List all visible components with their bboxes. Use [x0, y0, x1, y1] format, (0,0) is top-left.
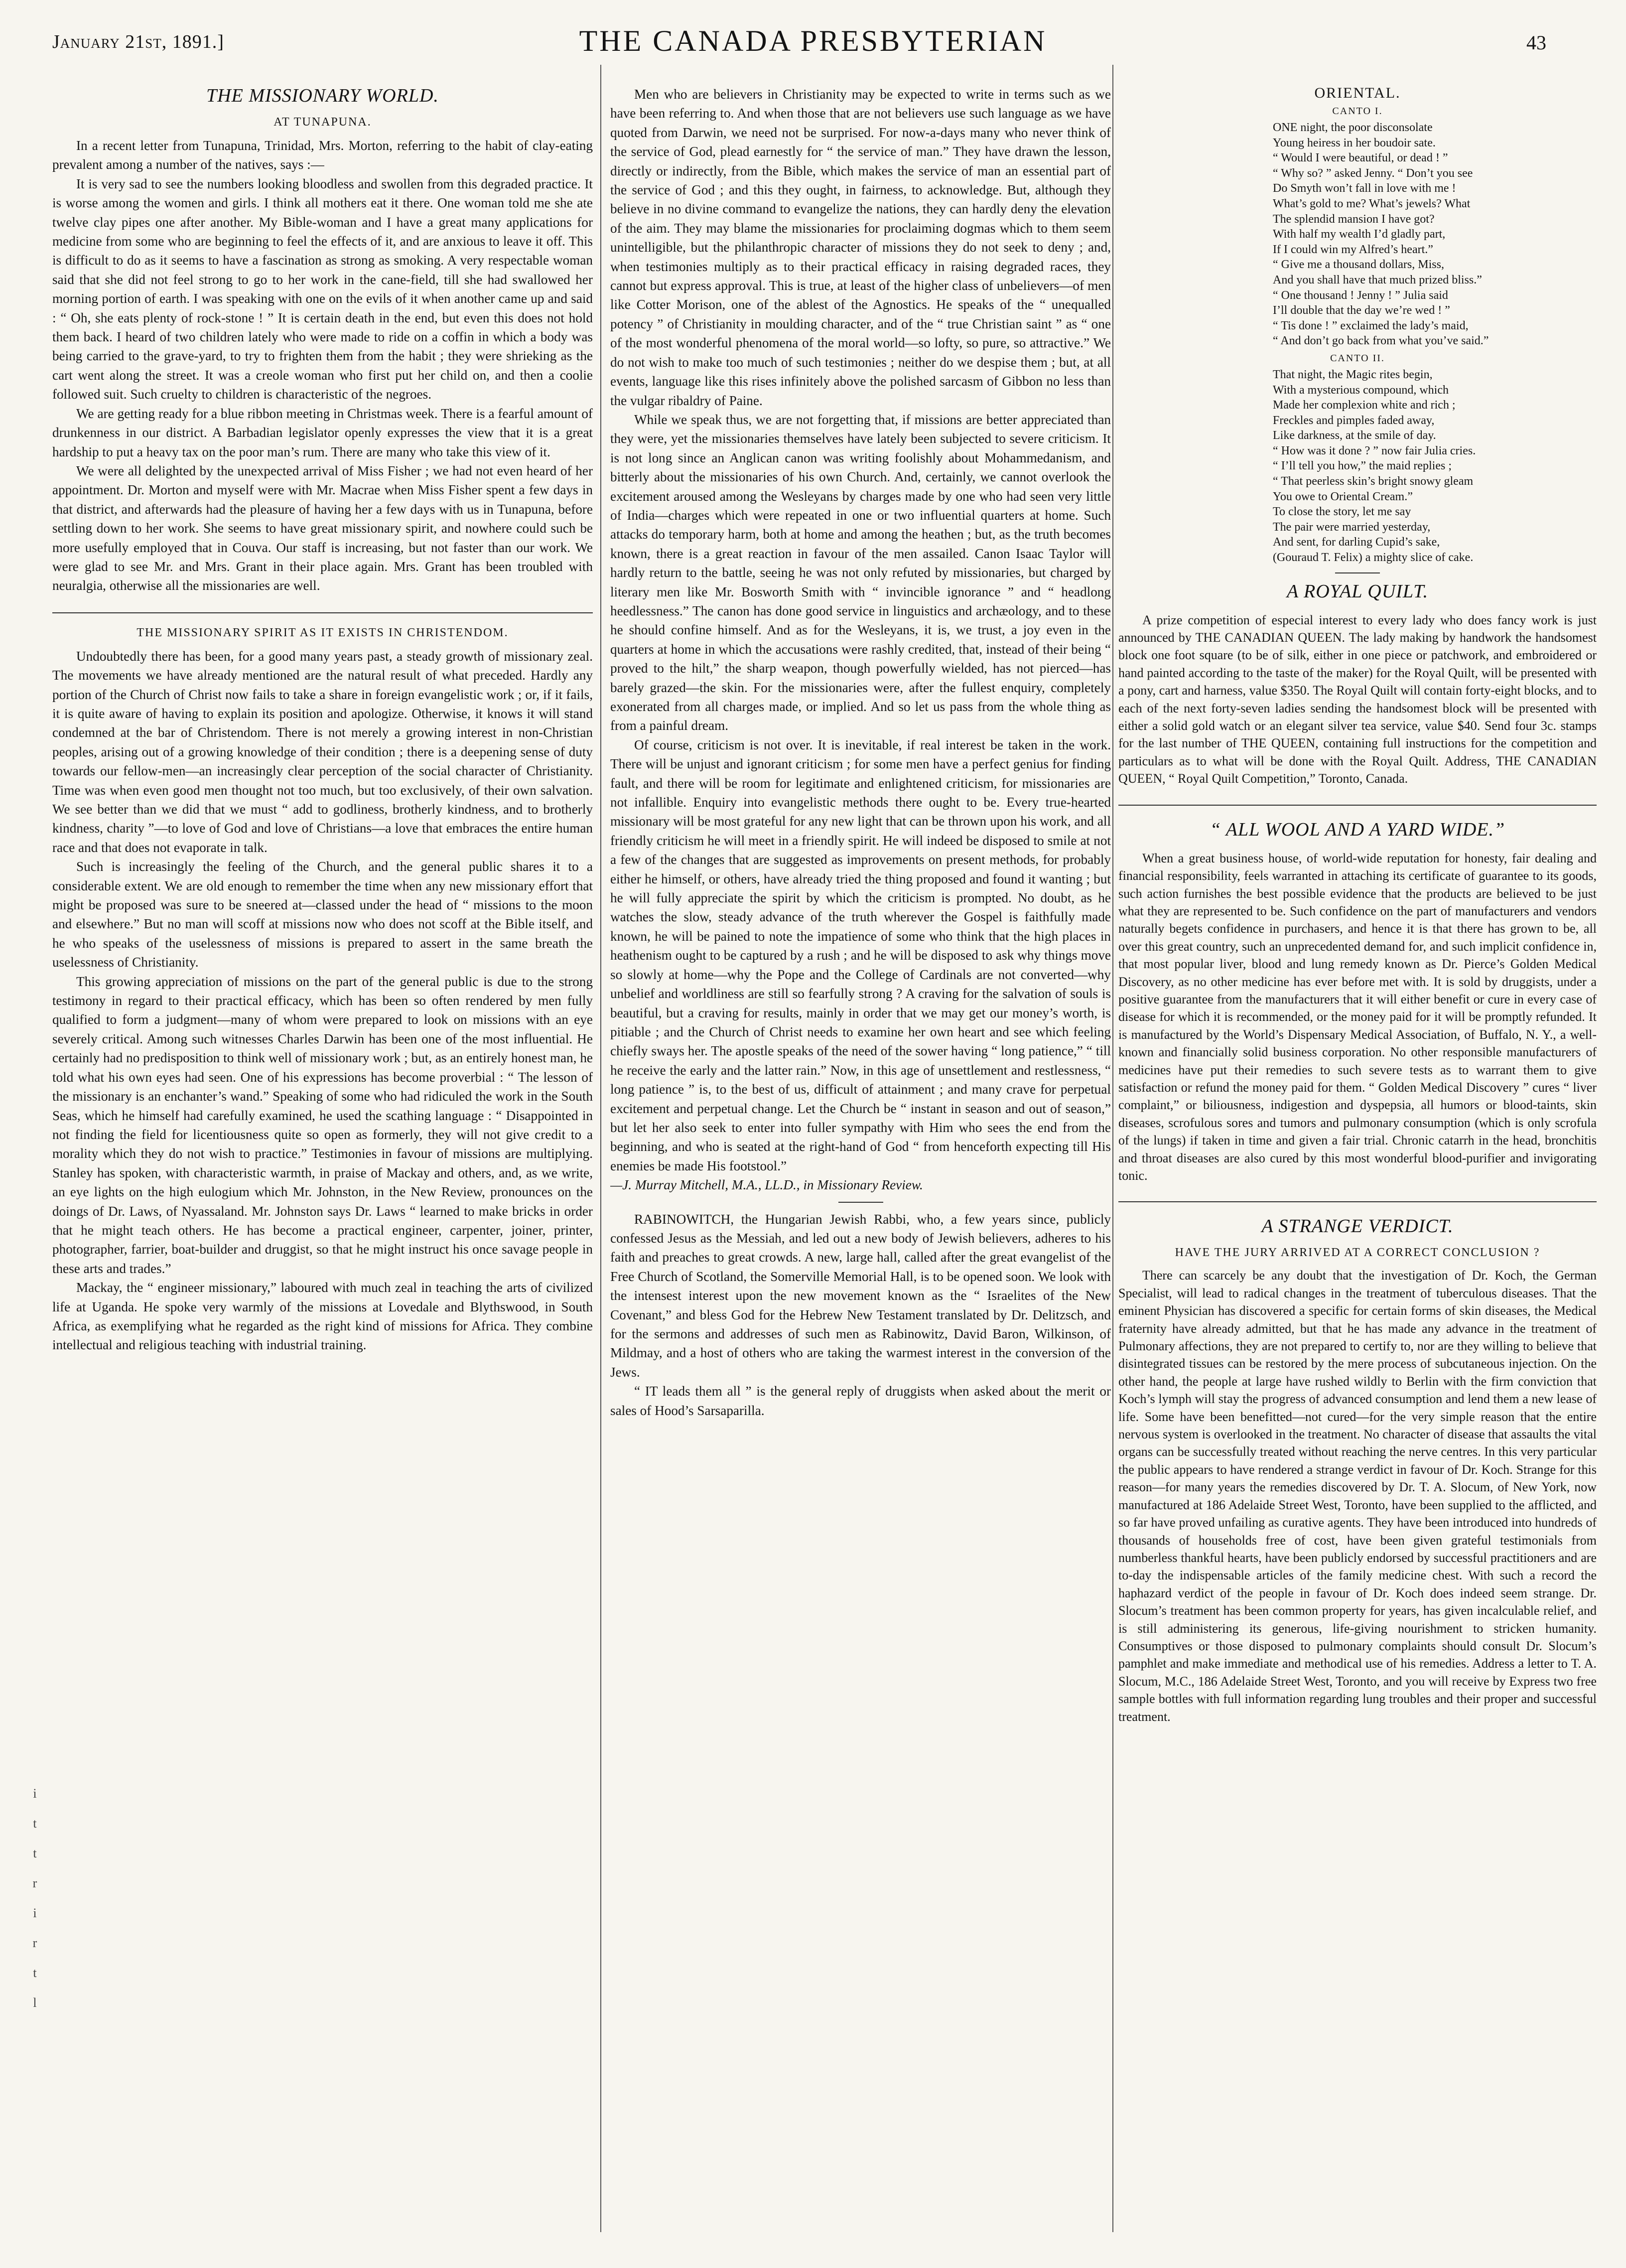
article-tunapuna	[52, 136, 593, 595]
poem-line: “ Would I were beautiful, or dead ! ”	[1273, 151, 1448, 165]
title-strange-verdict: A STRANGE VERDICT.	[1261, 1216, 1454, 1237]
poem-line: (Gouraud T. Felix) a mighty slice of cake.	[1273, 551, 1474, 565]
poem-line: Do Smyth won’t fall in love with me !	[1273, 182, 1456, 195]
subtitle-missionary-spirit: THE MISSIONARY SPIRIT AS IT EXISTS IN CHRISTENDOM.	[136, 626, 509, 639]
poem-line: “ Why so? ” asked Jenny. “ Don’t you see	[1273, 166, 1473, 180]
column-3	[1118, 85, 1597, 2242]
divider	[1118, 805, 1597, 806]
poem-line: “ And don’t go back from what you’ve said.”	[1273, 334, 1489, 348]
poem-line: That night, the Magic rites begin,	[1273, 368, 1433, 381]
poem-line: I’ll double that the day we’re wed ! ”	[1273, 304, 1450, 317]
poem-line: “ How was it done ? ” now fair Julia cries.	[1273, 444, 1476, 457]
poem-line: With half my wealth I’d gladly part,	[1273, 228, 1446, 241]
paragraph: It is very sad to see the numbers looking bloodless and swollen from this degraded practice. It is worse among the women and girls. I think all mothers eat it there. One woman told me she ate twelve clay pipes one after another. My Bible-woman and I have a great many applications for medicine from some who are beginning to feel the effects of it, and are anxious to leave it off. This is difficult to do as it seems to have a fascination as strong as smoking. A very respectable woman said that she did not feel strong to go to her work in the cane-field, till she had swallowed her morning portion of earth. I was speaking with one on the evils of it when another came up and said : “ Oh, she eats plenty of rock-stone ! ” It is certain death in the end, but even this does not hold them back. I heard of two children lately who were made to ride on a coffin in which a body was being carried to the grave-yard, to try to frighten them from the habit ; they were shrieking as the cart went along the street. It was a creole woman who first put her child on, and then a coolie followed suit. Such cruelty to children is characteristic of the negroes.	[52, 176, 593, 402]
poem-line: You owe to Oriental Cream.”	[1273, 490, 1413, 503]
article-continued	[610, 85, 1111, 1175]
poem-line: “ I’ll tell you how,” the maid replies ;	[1273, 459, 1452, 473]
column-rule-2	[1112, 65, 1113, 2232]
canto-1-heading: CANTO I.	[1332, 106, 1383, 117]
paragraph: While we speak thus, we are not forgetting that, if missions are better appreciated than they were, yet the missionaries themselves have lately been subjected to severe criticism. It is not long since an Anglican canon was writing foolishly about Mohammedanism, and bitterly about the missionaries of his own Church. And, certainly, we cannot overlook the excitement aroused among the Wesleyans by charges made by one who had seen very little of India—charges which were repeated in one or two influential quarters at home. Such attacks do temporary harm, both at home and among the heathen ; but, as the truth becomes known, there is a great reaction in favour of the men assailed. Canon Isaac Taylor will hardly return to the battle, seeing he was not only refuted by missionaries, but charged by literary men like Mr. Bosworth Smith with “ invincible ignorance ” and “ headlong heedlessness.” The canon has done good service in linguistics and archæology, and to these he should confine himself. And as for the Wesleyans, it is, we trust, a joy even in the quarters at home in which the accusations were rashly credited, that, instead of their being “ proved to the hilt,” the sharp weapon, though powerfully wielded, has not pierced—has barely grazed—the skin. For the missionaries were, after the fullest enquiry, completely exonerated from all charges made, or implied. And so let us pass from the whole thing as from a painful dream.	[610, 412, 1111, 733]
poem-line: The pair were married yesterday,	[1273, 520, 1431, 534]
margin-mark: t	[33, 1846, 37, 1860]
poem-line: “ Tis done ! ” exclaimed the lady’s maid,	[1273, 319, 1469, 332]
poem-line: And you shall have that much prized bliss.”	[1273, 273, 1482, 286]
poem-line: What’s gold to me? What’s jewels? What	[1273, 197, 1471, 210]
poem-canto-2	[1273, 367, 1597, 566]
paragraph: Of course, criticism is not over. It is inevitable, if real interest be taken in the work. There will be unjust and ignorant criticism ; for some men have a perfect genius for finding fault, and there will be room for legitimate and enlightened criticism, for missionaries are not infallible. Enquiry into evangelistic methods there ought to be. Every true-hearted missionary will be most grateful for any new light that can be thrown upon his work, and all friendly criticism he will meet in a friendly spirit. He will indeed be disposed to smile at not a few of the changes that are suggested as improvements on present methods, for probably either he himself, or others, have already tried the thing proposed and found it wanting ; but he will fully appreciate the spirit by which the criticism is prompted. No doubt, as he watches the slow, steady advance of the truth wherever the Gospel is faithfully made known, he will be pained to note the impatience of some who think that the high places in heathenism ought to be captured by a rush ; and he will be disposed to ask why things move so slowly at home—why the Pope and the College of Cardinals are not converted—why unbelief and worldliness are still so fearfully strong ? A craving for the salvation of souls is beautiful, but a craving for results, mainly in order that we may get our money’s worth, is pitiable ; and the Church of Christ needs to examine her own heart and see which feeling chiefly sways her. The apostle speaks of the need of the sower having “ long patience,” “ till he receive the early and the latter rain.” Now, in this age of unsettlement and restlessness, “ long patience ” is, to the best of us, difficult of attainment ; and many crave for perpetual excitement and perpetual change. Let the Church be “ instant in season and out of season,” but let her also seek to enter into fuller sympathy with Him who sees the end from the beginning, and who is seated at the right-hand of God “ from henceforth expecting till His enemies be made His footstool.”	[610, 737, 1111, 1173]
issue-date: January 21st, 1891.]	[52, 31, 224, 52]
news-items	[610, 1210, 1111, 1420]
poem-line: ONE night, the poor disconsolate	[1273, 121, 1433, 134]
divider	[52, 612, 593, 613]
divider	[838, 1202, 883, 1203]
subtitle-strange-verdict: HAVE THE JURY ARRIVED AT A CORRECT CONCLUSION ?	[1175, 1246, 1540, 1260]
poem-title: ORIENTAL.	[1314, 85, 1401, 101]
poem-line: “ That peerless skin’s bright snowy gleam	[1273, 475, 1474, 488]
paragraph: Mackay, the “ engineer missionary,” laboured with much zeal in teaching the arts of civilized life at Uganda. He spoke very warmly of the missions at Lovedale and Blythswood, in South Africa, as exemplifying what he regarded as the right kind of missions for Africa. They combine intellectual and religious teaching with industrial training.	[52, 1280, 593, 1353]
article-strange-verdict: There can scarcely be any doubt that the investigation of Dr. Koch, the German Specialist, will lead to radical changes in the treatment of tuberculous diseases. That the eminent Physician has discovered a specific for certain forms of skin diseases, the Medical fraternity have already admitted, but that he has made any advance in the treatment of Pulmonary affections, they are not prepared to certify to, nor are they willing to believe that disintegrated tissues can be restored by the mere process of subcutaneous injection. On the other hand, the people at large have rushed wildly to Berlin with the firm conviction that Koch’s lymph will stay the progress of advanced consumption and lend them a new lease of life. Some have been benefitted—not cured—for the very simple reason that the entire nervous system is overlooked in the treatment. No character of disease that assaults the vital organs can be successfully treated without reaching the nerve centres. In this very particular the public appears to have rendered a strange verdict in favour of Dr. Koch. Strange for this reason—for many years the remedies discovered by Dr. T. A. Slocum, of New York, now manufactured at 186 Adelaide Street West, Toronto, have been supplied to the afflicted, and so far have proved unfailing as curative agents. They have been introduced into hundreds of thousands of households free of cost, have been given grateful testimonials from numberless thankful hearts, have been publicly endorsed by successful practitioners and are to-day the indispensable articles of the family medicine chest. With such a record the haphazard verdict of the people in favour of Dr. Koch does indeed seem strange. Dr. Slocum’s treatment has been common property for years, has given incalculable relief, and is still administering its generous, life-giving nourishment to stricken humanity. Consumptives or those disposed to pulmonary complaints should consult Dr. Slocum’s pamphlet and make immediate and methodical use of his remedies. Address a letter to T. A. Slocum, M.C., 186 Adelaide Street West, Toronto, and you will receive by Express two free sample bottles with full information regarding lung troubles and their proper and successful treatment.	[1118, 1268, 1597, 1724]
margin-mark: t	[33, 1966, 37, 1980]
article-royal-quilt: A prize competition of especial interest to every lady who does fancy work is just announced by THE CANADIAN QUEEN. The lady making by handwork the handsomest block one foot square (to be of silk, either in one piece or patchwork, and embroidered or hand painted according to the taste of the maker) for the Royal Quilt, will be presented with a pony, cart and harness, value $350. The Royal Quilt will contain forty-eight blocks, and to each of the next forty-seven ladies sending the handsomest block will be presented with either a solid gold watch or an elegant silver tea service, value $40. Send four 3c. stamps for the last number of THE QUEEN, containing full instructions for the competition and particulars as to what will be done with the Royal Quilt. Address, THE CANADIAN QUEEN, “ Royal Quilt Competition,” Toronto, Canada.	[1118, 612, 1597, 786]
poem-line: Young heiress in her boudoir sate.	[1273, 136, 1436, 149]
margin-mark: i	[33, 1786, 37, 1801]
column-2	[610, 85, 1111, 2242]
section-title-missionary-world: THE MISSIONARY WORLD.	[206, 85, 439, 106]
margin-marks	[27, 1779, 42, 2018]
canto-2-heading: CANTO II.	[1330, 352, 1385, 364]
title-all-wool: “ ALL WOOL AND A YARD WIDE.”	[1210, 819, 1505, 840]
poem-line: Made her complexion white and rich ;	[1273, 399, 1456, 412]
paragraph: “ IT leads them all ” is the general reply of druggists when asked about the merit or sales of Hood’s Sarsaparilla.	[610, 1384, 1111, 1418]
page-number: 43	[1526, 31, 1546, 54]
masthead-title: THE CANADA PRESBYTERIAN	[579, 24, 1047, 57]
poem-line: If I could win my Alfred’s heart.”	[1273, 243, 1433, 256]
poem-line: “ One thousand ! Jenny ! ” Julia said	[1273, 288, 1448, 302]
margin-mark: l	[33, 1995, 37, 2010]
poem-line: “ Give me a thousand dollars, Miss,	[1273, 258, 1444, 272]
poem-line: The splendid mansion I have got?	[1273, 212, 1435, 226]
paragraph: We are getting ready for a blue ribbon meeting in Christmas week. There is a fearful amount of drunkenness in our district. A Barbadian legislator openly expresses the view that it is a great hardship to put a heavy tax on the poor man’s rum. There are many who take this view of it.	[52, 406, 593, 459]
paragraph: Undoubtedly there has been, for a good many years past, a steady growth of missionary zeal. The movements we have already mentioned are the natural result of what preceded. Hardly any portion of the Church of Christ now fails to take a share in foreign evangelistic work ; or, if it fails, it is quite aware of having to explain its position and apologize. Otherwise, it knows it will stand condemned at the bar of Christendom. There is not merely a growing interest in non-Christian peoples, arising out of a growing knowledge of their condition ; there is a deepening sense of duty towards our fellow-men—an increasingly clear perception of the social character of Christianity. Time was when even good men thought not too much, but too exclusively, of their own salvation. We see better than we did that we must “ add to godliness, brotherly kindness, and to brotherly kindness, charity ”—to love of God and love of Christians—a love that embraces the entire human race and that does not evaporate in talk.	[52, 648, 593, 855]
margin-mark: r	[32, 1936, 37, 1950]
divider	[1335, 572, 1380, 573]
paragraph: This growing appreciation of missions on the part of the general public is due to the strong testimony in regard to their practical efficacy, which has been so often rendered by men fully qualified to form a judgment—many of whom were prepared to look on missions with an eye severely critical. Among such witnesses Charles Darwin has been one of the most influential. He certainly had no predisposition to think well of missionary work ; but, as an entirely honest man, he told what his own eyes had seen. One of his expressions has become proverbial : “ The lesson of the missionary is an enchanter’s wand.” Speaking of some who had ridiculed the work in the South Seas, which he himself had carefully examined, he used the scathing language : “ Disappointed in not finding the field for licentiousness quite so open as formerly, they will not give credit to a morality which they do not wish to practice.” Testimonies in favour of missions are multiplying. Stanley has spoken, with characteristic warmth, in praise of Mackay and others, and, as we write, an eye lights on the high eulogium which Mr. Johnston, in the New Review, pronounces on the doings of Dr. Laws, of Nyassaland. Mr. Johnston says Dr. Laws “ learned to make bricks in order that he might teach others. He has become a practical engineer, carpenter, joiner, printer, photographer, farrier, boat-builder and druggist, so that he might instruct his once savage people in these arts and trades.”	[52, 974, 593, 1276]
poem-line: To close the story, let me say	[1273, 505, 1411, 519]
margin-mark: r	[32, 1876, 37, 1890]
article-all-wool: When a great business house, of world-wide reputation for honesty, fair dealing and financial responsibility, feels warranted in attaching its certificate of guarantee to its goods, such action furnishes the best possible evidence that the products are believed to be just what they are represented to be. Such confidence on the part of manufacturers and vendors naturally begets confidence in purchasers, and hence it is that there has grown to be, all over this great country, such an unprecedented demand for, and such implicit confidence in, that most popular liver, blood and lung remedy known as Dr. Pierce’s Golden Medical Discovery, as no other medicine has ever before met with. It is sold by druggists, under a positive guarantee from the manufacturers that it will either benefit or cure in every case of disease for which it is recommended, or the money paid for it will be promptly refunded. It is manufactured by the World’s Dispensary Medical Association, of Buffalo, N. Y., a well-known and financially solid business corporation. No other responsible manufacturers of medicines have put their remedies to such severe tests as to warrant them to give satisfaction or refund the money paid for them. “ Golden Medical Discovery ” cures “ liver complaint,” or biliousness, indigestion and dyspepsia, all humors or blood-taints, skin diseases, scrofulous sores and tumors and pulmonary consumption (which is only scrofula of the lungs) if taken in time and given a fair trial. Chronic catarrh in the head, bronchitis and throat diseases are also cured by this most wonderful blood-purifier and invigorating tonic.	[1118, 850, 1597, 1183]
column-1	[52, 85, 593, 2242]
divider	[1118, 1201, 1597, 1202]
article-byline: —J. Murray Mitchell, M.A., LL.D., in Missionary Review.	[610, 1177, 923, 1193]
poem-line: Like darkness, at the smile of day.	[1273, 429, 1436, 442]
article-missionary-spirit	[52, 647, 593, 1355]
paragraph: In a recent letter from Tunapuna, Trinidad, Mrs. Morton, referring to the habit of clay-eating prevalent among a number of the natives, says :—	[52, 138, 593, 172]
paragraph: Men who are believers in Christianity may be expected to write in terms such as we have been referring to. And when those that are not believers use such language as we have quoted from Darwin, we need not be surprised. For now-a-days many who never think of the service of God, plead earnestly for “ the service of man.” They have drawn the lesson, directly or indirectly, from the Bible, which makes the service of man an essential part of the service of God ; and this they ought, in fairness, to acknowledge. But, although they believe in no divine command to evangelize the nations, they can hardly deny the elevation of the aim. They may blame the missionaries for proclaiming dogmas which to them seem unintelligible, but the philanthropic character of missions they do not seek to deny ; and, when testimonies multiply as to their practical efficacy in raising degraded races, they cannot but express approval. This is true, at least of the higher class of unbelievers—of men like Cotter Morison, one of the ablest of the Agnostics. He speaks of the “ unequalled potency ” of Christianity in moulding character, and of the “ true Christian saint ” as “ one of the most wonderful phenomena of the moral world—so lofty, so pure, so attractive.” We do not wish to make too much of such testimonies ; neither do we despise them ; but, at all events, language like this rises infinitely above the polished sarcasm of Gibbon no less than the vulgar ribaldry of Paine.	[610, 87, 1111, 408]
margin-mark: i	[33, 1906, 37, 1920]
paragraph: RABINOWITCH, the Hungarian Jewish Rabbi, who, a few years since, publicly confessed Jesus as the Messiah, and led out a new body of Jewish believers, adheres to his faith and preaches to great crowds. A new, large hall, called after the great evangelist of the Free Church of Scotland, the Somerville Memorial Hall, is to be opened soon. We look with the intensest interest upon the new movement known as the “ Israelites of the New Covenant,” and bless God for the Hebrew New Testament translated by Dr. Delitzsch, and for the sermons and addresses of such men as Rabinowitz, David Baron, Wilkinson, of Mildmay, and a host of others who are taking the warmest interest in the conversion of the Jews.	[610, 1211, 1111, 1380]
poem-line: And sent, for darling Cupid’s sake,	[1273, 536, 1440, 549]
poem-line: With a mysterious compound, which	[1273, 383, 1449, 397]
poem-line: Freckles and pimples faded away,	[1273, 414, 1435, 427]
paragraph: We were all delighted by the unexpected arrival of Miss Fisher ; we had not even heard of her appointment. Dr. Morton and myself were with Mr. Macrae when Miss Fisher spent a few days in that district, and afterwards had the pleasure of having her a few days with us in Tunapuna, before settling down to her work. She seems to have great missionary spirit, and nowhere could such be more usefully employed that in Couva. Our staff is increasing, but not faster than our work. We were glad to see Mr. and Mrs. Grant in their place again. Mrs. Grant has been troubled with neuralgia, otherwise all the missionaries are well.	[52, 463, 593, 593]
title-royal-quilt: A ROYAL QUILT.	[1286, 580, 1429, 602]
margin-mark: t	[33, 1816, 37, 1831]
paragraph: Such is increasingly the feeling of the Church, and the general public shares it to a considerable extent. We are old enough to remember the time when any new missionary effort that might be proposed was sure to be sneered at—classed under the head of “ missions to the moon and elsewhere.” But no man will scoff at missions now who does not scoff at the Bible itself, and he who speaks of the uselessness of missions is prepared to assert in the same breath the uselessness of Christianity.	[52, 859, 593, 970]
column-rule-1	[600, 65, 601, 2232]
poem-canto-1	[1273, 120, 1597, 349]
subtitle-tunapuna: AT TUNAPUNA.	[273, 116, 372, 129]
